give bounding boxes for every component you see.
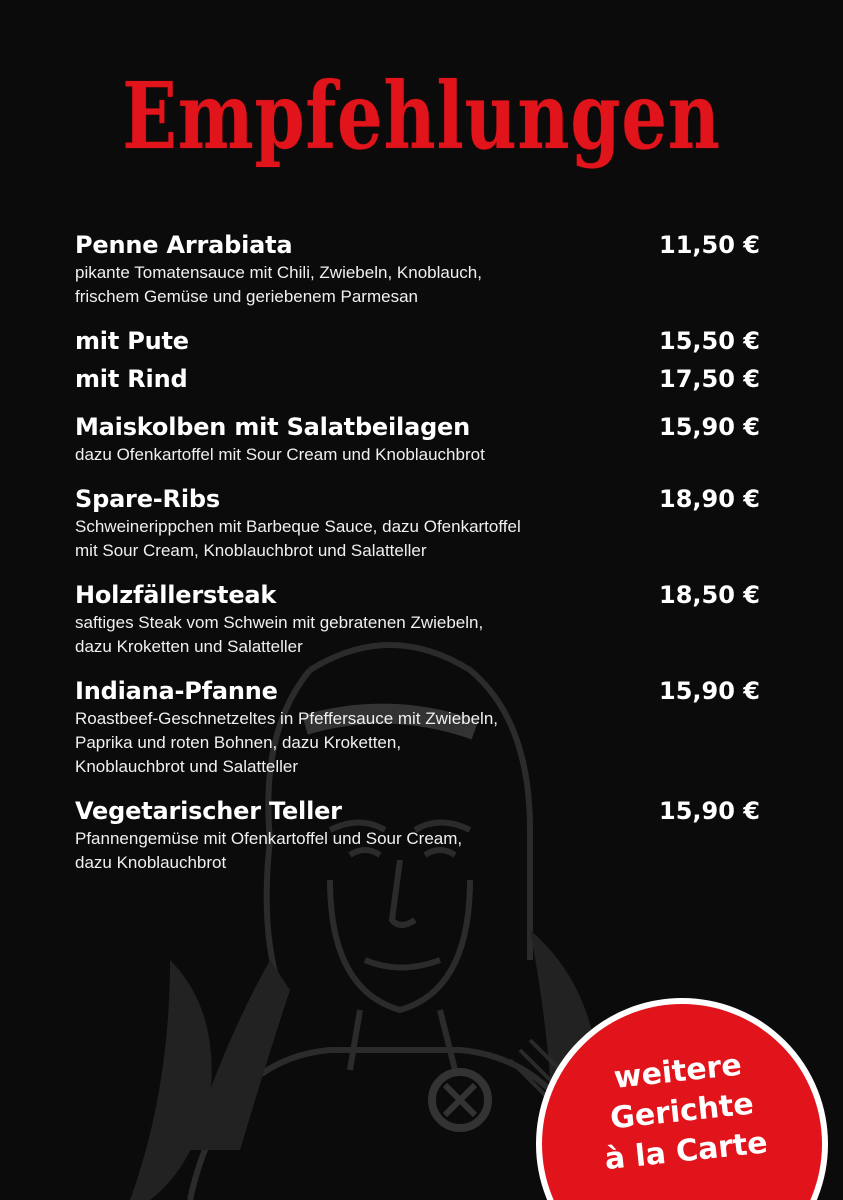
- menu-item-name: Spare-Ribs: [75, 485, 220, 513]
- menu-item-description: Schweinerippchen mit Barbeque Sauce, dazu Ofenkartoffel: [75, 517, 521, 536]
- menu-item-name: Maiskolben mit Salatbeilagen: [75, 413, 471, 441]
- page-title: Empfehlungen: [122, 62, 721, 170]
- menu-item-price: 15,90 €: [659, 677, 760, 705]
- menu-item-name: mit Pute: [75, 327, 189, 355]
- menu-item-description: Pfannengemüse mit Ofenkartoffel und Sour Cream,: [75, 829, 463, 848]
- menu-item-holzfaellersteak: [75, 578, 760, 660]
- menu-item-price: 11,50 €: [659, 231, 760, 259]
- menu-list: [75, 228, 760, 890]
- badge-line: Gerichte: [608, 1086, 756, 1137]
- menu-item-description: dazu Ofenkartoffel mit Sour Cream und Knoblauchbrot: [75, 445, 485, 464]
- menu-item-description: Paprika und roten Bohnen, dazu Kroketten,: [75, 733, 402, 752]
- menu-item-name: mit Rind: [75, 365, 188, 393]
- menu-item-price: 15,90 €: [659, 797, 760, 825]
- menu-item-price: 15,90 €: [659, 413, 760, 441]
- badge-line: à la Carte: [603, 1125, 770, 1178]
- menu-item-name: Penne Arrabiata: [75, 231, 293, 259]
- badge-line: weitere: [612, 1047, 744, 1096]
- menu-item-price: 18,90 €: [659, 485, 760, 513]
- menu-item-description: frischem Gemüse und geriebenem Parmesan: [75, 287, 418, 306]
- menu-item-description: mit Sour Cream, Knoblauchbrot und Salatteller: [75, 541, 427, 560]
- menu-item-mit-rind: [75, 362, 760, 396]
- badge-text: [536, 1038, 827, 1187]
- menu-item-spare-ribs: [75, 482, 760, 564]
- menu-item-price: 17,50 €: [659, 365, 760, 393]
- menu-item-vegetarischer-teller: [75, 794, 760, 876]
- menu-item-description: pikante Tomatensauce mit Chili, Zwiebeln, Knoblauch,: [75, 263, 482, 282]
- menu-item-description: dazu Knoblauchbrot: [75, 853, 227, 872]
- menu-item-name: Vegetarischer Teller: [75, 797, 342, 825]
- menu-item-indiana-pfanne: [75, 674, 760, 780]
- menu-item-mit-pute: [75, 324, 760, 358]
- menu-item-maiskolben: [75, 410, 760, 468]
- menu-item-description: saftiges Steak vom Schwein mit gebratenen Zwiebeln,: [75, 613, 484, 632]
- menu-item-description: Roastbeef-Geschnetzeltes in Pfeffersauce mit Zwiebeln,: [75, 709, 499, 728]
- menu-item-price: 15,50 €: [659, 327, 760, 355]
- menu-item-name: Holzfällersteak: [75, 581, 277, 609]
- menu-item-name: Indiana-Pfanne: [75, 677, 278, 705]
- menu-item-description: dazu Kroketten und Salatteller: [75, 637, 303, 656]
- menu-item-price: 18,50 €: [659, 581, 760, 609]
- menu-item-penne-arrabiata: [75, 228, 760, 310]
- menu-item-description: Knoblauchbrot und Salatteller: [75, 757, 299, 776]
